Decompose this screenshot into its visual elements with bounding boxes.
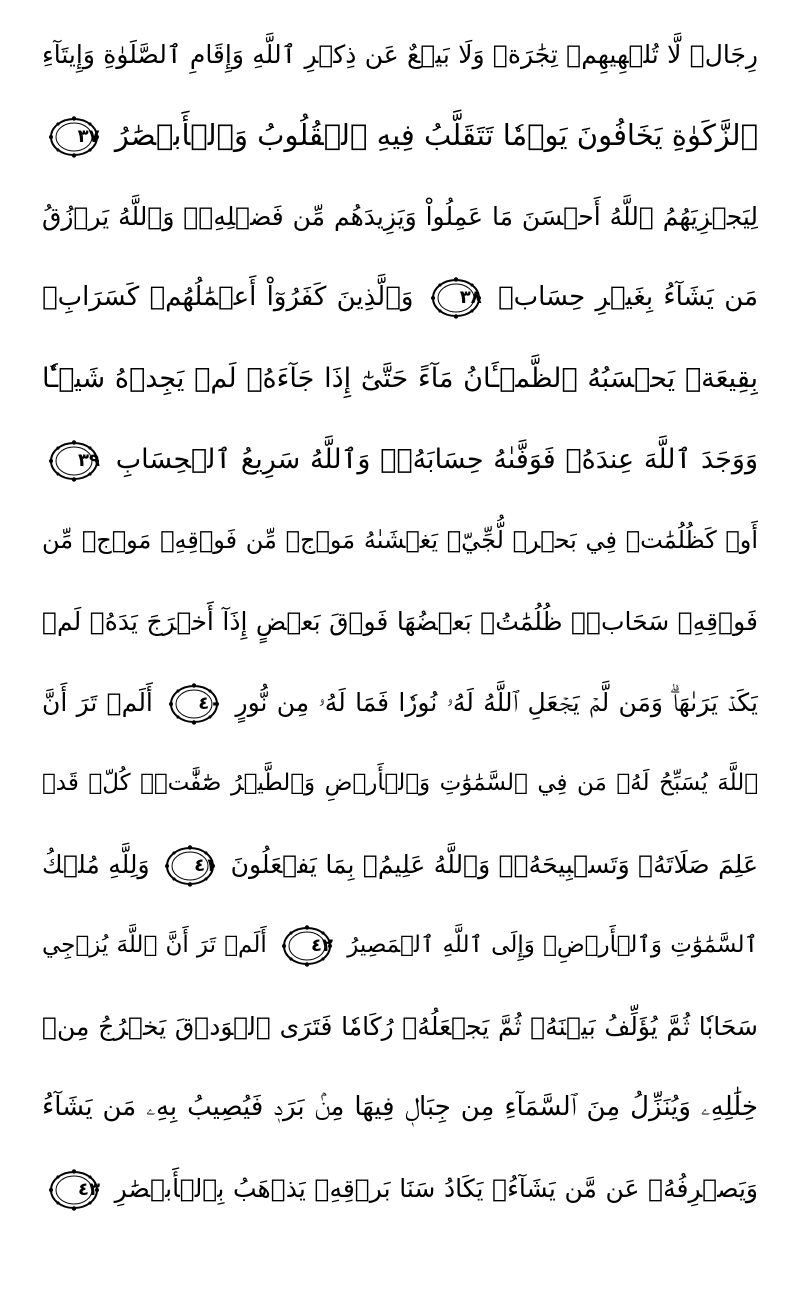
verse-text: بِقِيعَةٖ يَحۡسَبُهُ ٱلظَّمۡـَٔانُ مَآءً حَتَّىٰٓ إِذَا جَآءَهُۥ لَمۡ يَجِدۡهُ شَيۡـٔٗا [42,363,758,394]
ayah-number: ٤٢ [310,934,333,956]
verse-line [42,581,758,662]
ayah-number: ٣٩ [78,449,100,471]
verse-text: عَلِمَ صَلَاتَهُۥ وَتَسۡبِيحَهُۥۗ وَٱللَّهُ عَلِيمُۢ بِمَا يَفۡعَلُونَ [230,850,758,879]
verse-line [42,1067,758,1148]
verse-line [42,176,758,257]
verse-line [42,824,758,905]
ayah-number-marker [164,844,216,888]
verse-text: وَٱلَّذِينَ كَفَرُوٓاْ أَعۡمَٰلُهُمۡ كَسَرَابِۭ [42,282,414,312]
verse-text: ٱللَّهَ يُسَبِّحُ لَهُۥ مَن فِي ٱلسَّمَٰوَٰتِ وَٱلۡأَرۡضِ وَٱلطَّيۡرُ صَٰٓفَّٰتٖۖ كُلّٞ قَدۡ [42,770,758,796]
verse-text: أَوۡ كَظُلُمَٰتٖ فِي بَحۡرٖ لُّجِّيّٖ يَغۡشَىٰهُ مَوۡجٞ مِّن فَوۡقِهِۦ مَوۡجٞ مِّن [42,526,758,554]
ayah-number: ٤١ [194,855,217,876]
ayah-number-marker [281,924,333,968]
verse-line [42,1148,758,1229]
verse-text: أَلَمۡ تَرَ أَنَّ [42,688,153,717]
verse-text: وَلِلَّهِ مُلۡكُ [42,850,150,879]
verse-text: مَن يَشَآءُ بِغَيۡرِ حِسَابٖ [497,282,758,312]
verses-block [42,14,758,1229]
verse-line [42,338,758,419]
verse-line [42,500,758,581]
verse-text: ٱلسَّمَٰوَٰتِ وَٱلۡأَرۡضِۖ وَإِلَى ٱللَّهِ ٱلۡمَصِيرُ [347,932,758,958]
verse-text: وَوَجَدَ ٱللَّهَ عِندَهُۥ فَوَفَّىٰهُ حِسَابَهُۥۗ وَٱللَّهُ سَرِيعُ ٱلۡحِسَابِ [115,444,758,475]
verse-line [42,743,758,824]
verse-text: وَيَصۡرِفُهُۥ عَن مَّن يَشَآءُۖ يَكَادُ سَنَا بَرۡقِهِۦ يَذۡهَبُ بِٱلۡأَبۡصَٰرِ [114,1174,758,1203]
ayah-number-marker [168,682,220,726]
verse-text: سَحَابٗا ثُمَّ يُؤَلِّفُ بَيۡنَهُۥ ثُمَّ يَجۡعَلُهُۥ رُكَامٗا فَتَرَى ٱلۡوَدۡقَ يَخۡرُجُ مِنۡ [42,1012,758,1041]
verse-text: يَكَدۡ يَرَىٰهَاۗ وَمَن لَّمۡ يَجۡعَلِ ٱللَّهُ لَهُۥ نُورٗا فَمَا لَهُۥ مِن نُّورٍ [235,688,758,717]
verse-line [42,419,758,500]
verse-text: رِجَالٞ لَّا تُلۡهِيهِمۡ تِجَٰرَةٞ وَلَا بَيۡعٌ عَن ذِكۡرِ ٱللَّهِ وَإِقَامِ ٱلصَّلَوٰةِ وَإِيتَآءِ [42,40,758,69]
verse-line [42,95,758,176]
verse-text: فَوۡقِهِۦ سَحَابٞۚ ظُلُمَٰتُۢ بَعۡضُهَا فَوۡقَ بَعۡضٍ إِذَآ أَخۡرَجَ يَدَهُۥ لَمۡ [42,607,758,636]
ayah-number: ٣٨ [459,286,482,308]
verse-line [42,662,758,743]
ayah-number: ٤٠ [198,693,221,714]
ayah-number-marker [430,276,482,320]
verse-line [42,905,758,986]
ayah-number-marker [48,439,100,483]
ayah-number-marker [48,115,100,159]
verse-text: لِيَجۡزِيَهُمُ ٱللَّهُ أَحۡسَنَ مَا عَمِلُواْ وَيَزِيدَهُم مِّن فَضۡلِهِۦۗ وَٱللَّهُ يَرۡزُقُ [42,202,758,231]
ayah-number-marker [48,1168,100,1212]
verse-line [42,986,758,1067]
ayah-number: ٤٣ [78,1179,100,1200]
ayah-number: ٣٧ [77,126,100,147]
verse-text: خِلَٰلِهِۦ وَيُنَزِّلُ مِنَ ٱلسَّمَآءِ مِن جِبَالٖ فِيهَا مِنۢ بَرَدٖ فَيُصِيبُ بِهِۦ مَن يَشَآءُ [42,1092,758,1122]
verse-text: ٱلزَّكَوٰةِ يَخَافُونَ يَوۡمٗا تَتَقَلَّبُ فِيهِ ٱلۡقُلُوبُ وَٱلۡأَبۡصَٰرُ [114,118,758,152]
verse-text: أَلَمۡ تَرَ أَنَّ ٱللَّهَ يُزۡجِي [42,932,267,958]
verse-line [42,14,758,95]
verse-line [42,257,758,338]
